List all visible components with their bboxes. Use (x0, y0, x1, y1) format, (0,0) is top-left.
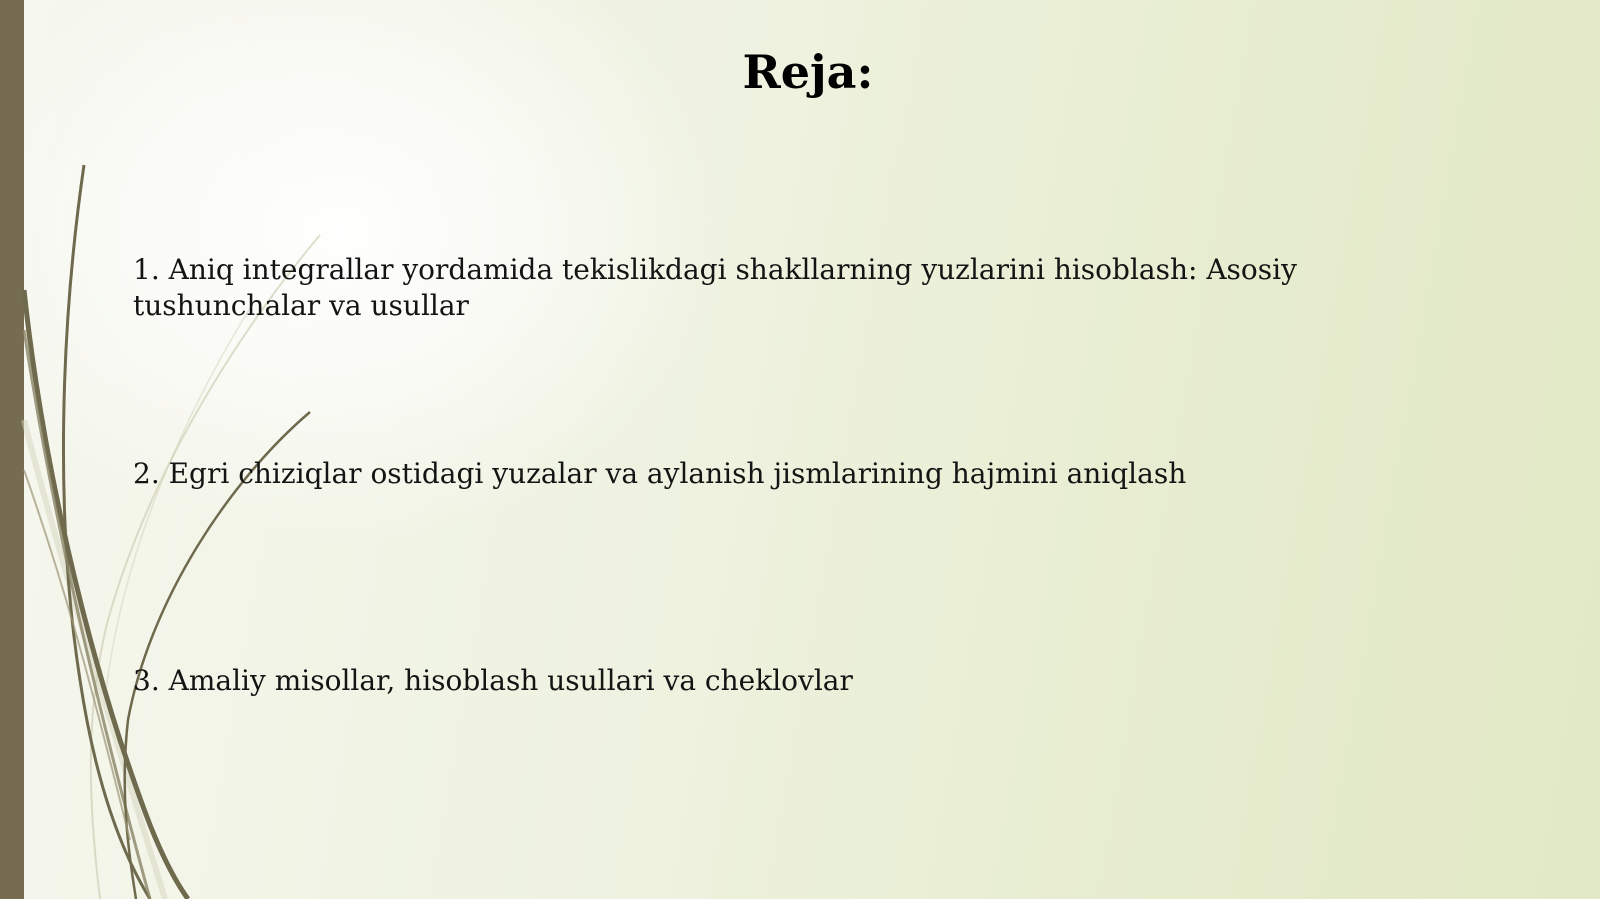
plan-item-2: 2. Egri chiziqlar ostidagi yuzalar va aylanish jismlarining hajmini aniqlash (133, 457, 1187, 490)
plan-item-3: 3. Amaliy misollar, hisoblash usullari va cheklovlar (133, 664, 853, 697)
slide-title: Reja: (742, 45, 874, 99)
plan-item-1: 1. Aniq integrallar yordamida tekislikdagi shakllarning yuzlarini hisoblash: Asosiy tushunchalar va usullar (133, 253, 1297, 322)
grass-decoration (0, 0, 400, 899)
